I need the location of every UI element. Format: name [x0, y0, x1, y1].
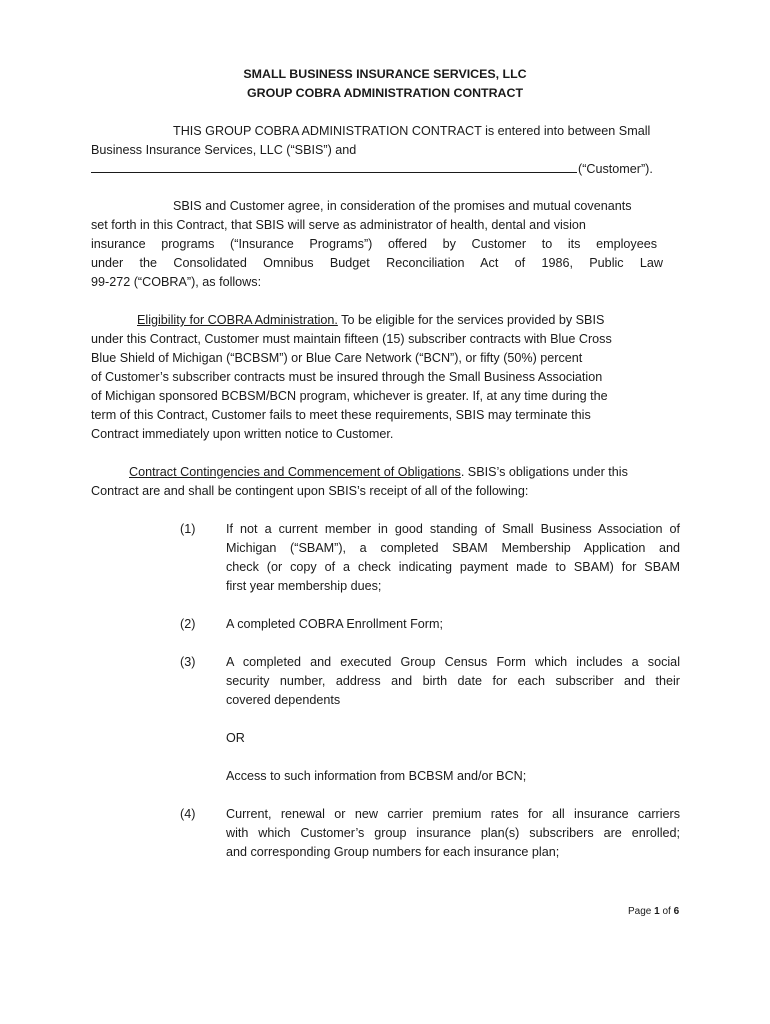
eligibility-paragraph — [91, 311, 671, 444]
item-4-number: (4) — [180, 807, 196, 821]
item-4-line-1: Current, renewal or new carrier premium rates for all insurance carriers — [226, 807, 680, 821]
intro-paragraph — [91, 122, 666, 179]
page-word: Page — [628, 906, 652, 917]
customer-name-blank[interactable] — [91, 160, 577, 173]
eligibility-heading: Eligibility for COBRA Administration. — [137, 313, 338, 327]
eligibility-line-2: under this Contract, Customer must maintain fifteen (15) subscriber contracts with Blue Cross — [91, 332, 612, 346]
total-pages-number: 6 — [673, 906, 680, 917]
contingencies-line-2: Contract are and shall be contingent upon SBIS’s receipt of all of the following: — [91, 484, 529, 498]
item-1-number: (1) — [180, 522, 196, 536]
eligibility-line-3: Blue Shield of Michigan (“BCBSM”) or Blue Care Network (“BCN”), or fifty (50%) percent — [91, 351, 583, 365]
item-3-line-2: security number, address and birth date for each subscriber and their — [226, 674, 680, 688]
item-1-line-1: If not a current member in good standing of Small Business Association of — [226, 522, 680, 536]
item-2-number: (2) — [180, 617, 196, 631]
item-4-text — [226, 805, 680, 862]
item-1-line-3: check (or copy of a check indicating payment made to SBAM) for SBAM — [226, 560, 680, 574]
item-1-line-4: first year membership dues; — [226, 579, 382, 593]
item-2-line-1: A completed COBRA Enrollment Form; — [226, 617, 443, 631]
of-word: of — [662, 906, 671, 917]
agreement-line-4: under the Consolidated Omnibus Budget Reconciliation Act of 1986, Public Law — [91, 256, 663, 270]
eligibility-line-7: Contract immediately upon written notice to Customer. — [91, 427, 394, 441]
contingencies-paragraph — [91, 463, 676, 501]
intro-line-1: THIS GROUP COBRA ADMINISTRATION CONTRACT is entered into between Small — [173, 124, 651, 138]
eligibility-line-6: term of this Contract, Customer fails to meet these requirements, SBIS may terminate this — [91, 408, 591, 422]
document-title-contract: GROUP COBRA ADMINISTRATION CONTRACT — [246, 86, 524, 100]
eligibility-line-5: of Michigan sponsored BCBSM/BCN program, whichever is greater. If, at any time during the — [91, 389, 608, 403]
item-3-number: (3) — [180, 655, 196, 669]
intro-line-2: Business Insurance Services, LLC (“SBIS”) and — [91, 143, 357, 157]
current-page-number: 1 — [654, 906, 660, 917]
contingencies-heading: Contract Contingencies and Commencement of Obligations — [129, 465, 461, 479]
customer-suffix: (“Customer”). — [578, 162, 653, 176]
customer-line — [91, 160, 666, 179]
agreement-line-2: set forth in this Contract, that SBIS will serve as administrator of health, dental and vision — [91, 218, 586, 232]
contingencies-line-1-rest: . SBIS’s obligations under this — [460, 465, 628, 479]
item-3-text — [226, 653, 680, 710]
item-3-or-label: OR — [226, 731, 245, 745]
agreement-paragraph — [91, 197, 671, 292]
item-4-line-2: with which Customer’s group insurance plan(s) subscribers are enrolled; — [226, 826, 680, 840]
agreement-line-1: SBIS and Customer agree, in consideration of the promises and mutual covenants — [173, 199, 632, 213]
contingencies-line-1 — [91, 463, 676, 482]
document-title-company: SMALL BUSINESS INSURANCE SERVICES, LLC — [243, 67, 527, 81]
eligibility-line-4: of Customer’s subscriber contracts must be insured through the Small Business Association — [91, 370, 603, 384]
item-2-text — [226, 615, 680, 634]
item-4-line-3: and corresponding Group numbers for each insurance plan; — [226, 845, 560, 859]
eligibility-line-1-rest: To be eligible for the services provided by SBIS — [337, 313, 605, 327]
item-3-line-3: covered dependents — [226, 693, 341, 707]
eligibility-line-1 — [91, 311, 671, 330]
agreement-line-5: 99-272 (“COBRA”), as follows: — [91, 275, 262, 289]
item-3-line-1: A completed and executed Group Census Form which includes a social — [226, 655, 680, 669]
page-number-footer — [628, 902, 679, 921]
item-1-text — [226, 520, 680, 596]
agreement-line-3: insurance programs (“Insurance Programs”) offered by Customer to its employees — [91, 237, 657, 251]
item-1-line-2: Michigan (“SBAM”), a completed SBAM Membership Application and — [226, 541, 680, 555]
item-3-alt-text: Access to such information from BCBSM and/or BCN; — [226, 769, 527, 783]
